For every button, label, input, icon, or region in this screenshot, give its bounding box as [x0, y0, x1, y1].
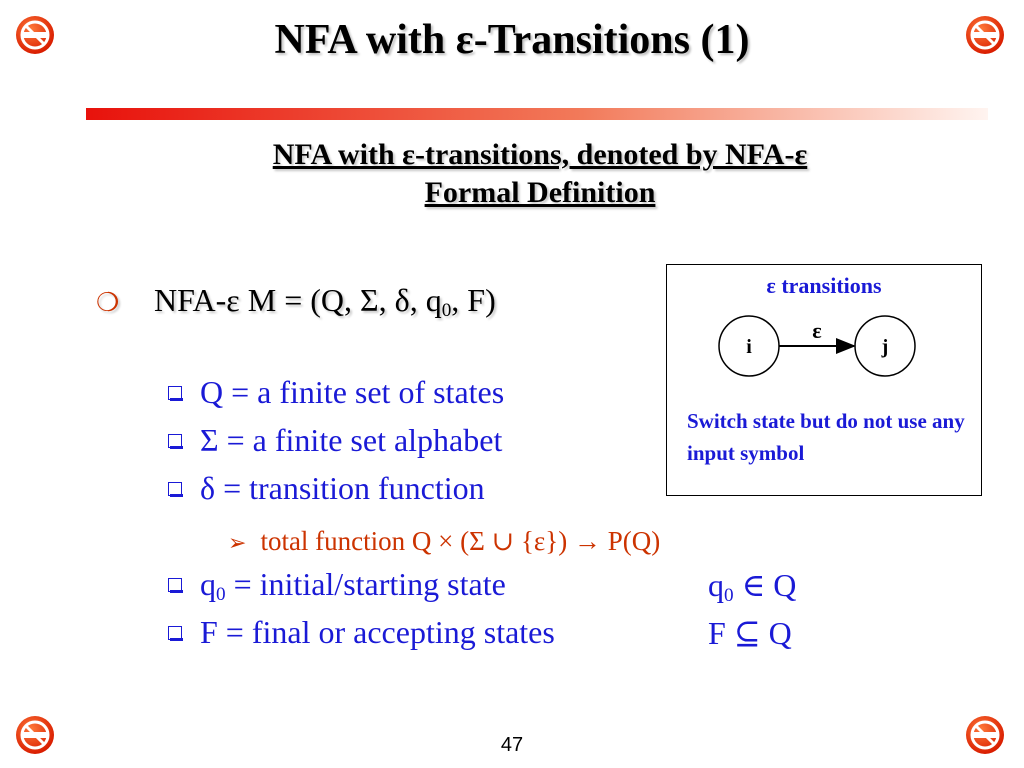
state-j-label: j [881, 336, 889, 358]
diagram-title: ε transitions [766, 273, 882, 298]
square-bullet-icon [168, 626, 182, 640]
definition-suffix: , F) [451, 282, 496, 318]
item-text-suffix: = initial/starting state [225, 566, 506, 602]
item-text: Q = a finite set of states [200, 374, 505, 410]
item-text-subscript: 0 [216, 583, 226, 605]
square-bullet-icon [168, 434, 182, 448]
ring-bullet-icon: ❍ [96, 288, 120, 317]
square-bullet-icon [168, 482, 182, 496]
sub-item-text: total function Q × (Σ ∪ {ε}) → P(Q) [260, 526, 661, 556]
page-number: 47 [500, 734, 524, 756]
list-item [168, 374, 504, 414]
square-bullet-icon [168, 386, 182, 400]
arrow-bullet-icon: ➢ [228, 530, 247, 555]
item-text-prefix: q [200, 566, 216, 602]
square-bullet-icon [168, 578, 182, 592]
diagram-caption: Switch state but do not use any input symbol [687, 409, 965, 465]
state-i-label: i [746, 336, 752, 358]
subtitle-line-1: NFA with ε-transitions, denoted by NFA-ε [272, 138, 808, 171]
definition-subscript: 0 [441, 299, 452, 321]
subtitle-line-2: Formal Definition [424, 176, 656, 209]
list-item [168, 614, 792, 654]
definition-prefix: NFA-ε M = (Q, Σ, δ, q [154, 282, 442, 318]
sub-item [228, 526, 660, 557]
item-text: Σ = a finite set alphabet [200, 422, 503, 458]
list-item [168, 566, 797, 606]
epsilon-transition-diagram [666, 264, 982, 496]
list-item [168, 470, 485, 510]
item-relation [708, 566, 796, 607]
relation-prefix: q [708, 567, 724, 603]
relation-suffix: ∈ Q [733, 567, 797, 603]
edge-label: ε [812, 318, 822, 343]
slide-subtitle [120, 136, 960, 212]
slide-title: NFA with ε-Transitions (1) [274, 17, 750, 63]
list-item [168, 422, 502, 462]
item-text: δ = transition function [200, 470, 485, 506]
title-rule [86, 108, 988, 120]
relation-subscript: 0 [724, 584, 734, 606]
item-relation: F ⊆ Q [708, 615, 792, 651]
item-text: F = final or accepting states [200, 614, 555, 650]
definition-line [96, 282, 496, 322]
